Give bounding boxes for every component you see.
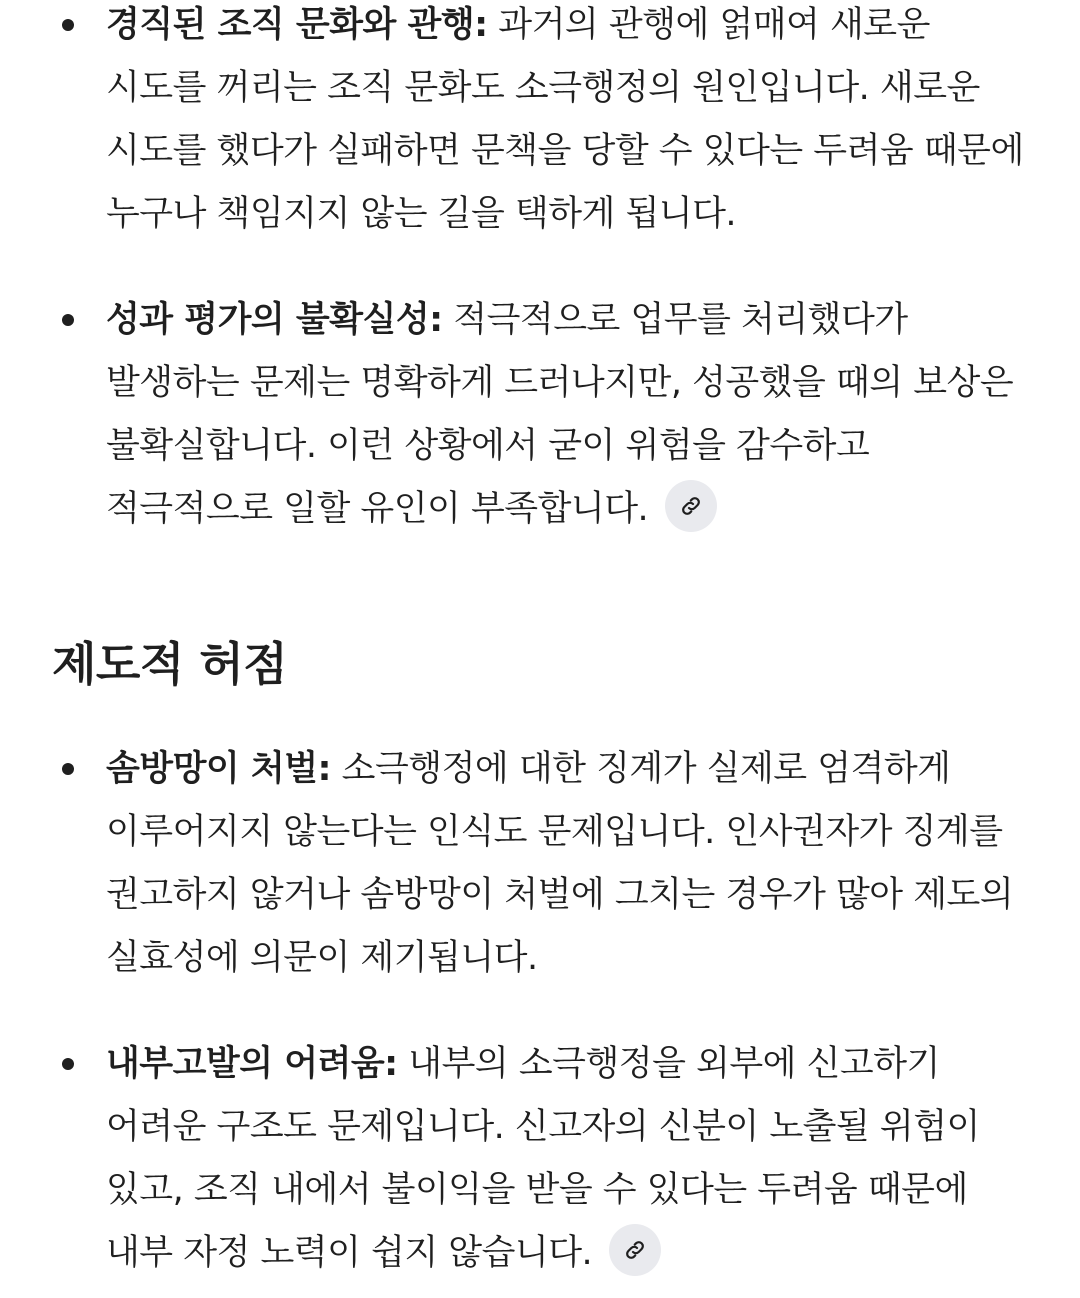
bullet-dot: [62, 314, 74, 326]
bullet-dot: [62, 1058, 74, 1070]
list-item-term: 경직된 조직 문화와 관행:: [106, 5, 488, 45]
link-icon: [679, 494, 703, 518]
list-item-term: 솜방망이 처벌:: [106, 749, 332, 789]
bullet-list-causes: [0, 0, 1080, 541]
bullet-dot: [62, 19, 74, 31]
list-item: [0, 0, 1080, 246]
list-item: [0, 738, 1080, 990]
list-item-text: 적극적으로 업무를 처리했다가 발생하는 문제는 명확하게 드러나지만, 성공했을 때의 보상은 불확실합니다. 이런 상황에서 굳이 위험을 감수하고 적극적으로 일할 유인이 부족합니다.: [106, 300, 1014, 529]
section-heading: 제도적 허점: [52, 637, 288, 691]
list-item-text: 과거의 관행에 얽매여 새로운 시도를 꺼리는 조직 문화도 소극행정의 원인입니다. 새로운 시도를 했다가 실패하면 문책을 당할 수 있다는 두려움 때문에 누구나 책임지지 않는 길을 택하게 됩니다.: [106, 5, 1024, 234]
bullet-list-institutional: [0, 738, 1080, 1285]
list-item-term: 성과 평가의 불확실성:: [106, 300, 443, 340]
source-link-button[interactable]: [665, 480, 717, 532]
source-link-button[interactable]: [609, 1224, 661, 1276]
list-item-text: 소극행정에 대한 징계가 실제로 엄격하게 이루어지지 않는다는 인식도 문제입니다. 인사권자가 징계를 권고하지 않거나 솜방망이 처벌에 그치는 경우가 많아 제도의 실효성에 의문이 제기됩니다.: [106, 749, 1014, 978]
bullet-dot: [62, 763, 74, 775]
list-item: [0, 289, 1080, 541]
link-icon: [623, 1238, 647, 1262]
list-item-term: 내부고발의 어려움:: [106, 1044, 398, 1084]
list-item: [0, 1033, 1080, 1285]
list-item-text: 내부의 소극행정을 외부에 신고하기 어려운 구조도 문제입니다. 신고자의 신분이 노출될 위험이 있고, 조직 내에서 불이익을 받을 수 있다는 두려움 때문에 내부 자정 노력이 쉽지 않습니다.: [106, 1044, 980, 1273]
